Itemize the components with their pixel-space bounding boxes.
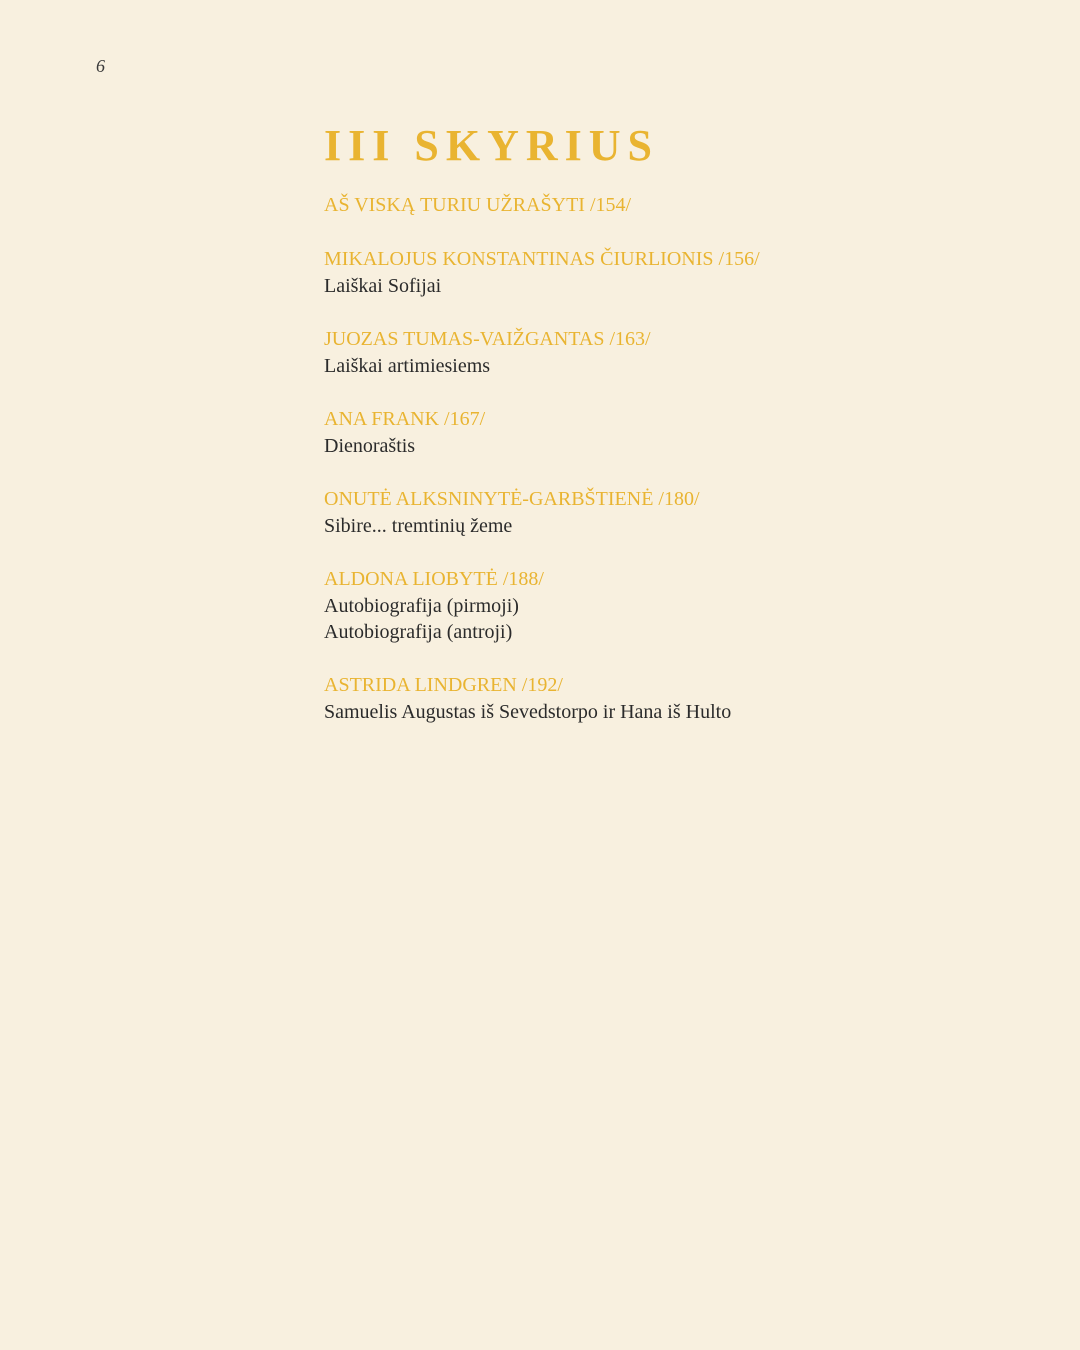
work-title[interactable]: Samuelis Augustas iš Sevedstorpo ir Hana iš Hulto — [324, 701, 732, 723]
author-heading[interactable]: MIKALOJUS KONSTANTINAS ČIURLIONIS /156/ — [324, 248, 760, 270]
work-title[interactable]: Laiškai Sofijai — [324, 275, 442, 297]
work-title[interactable]: Laiškai artimiesiems — [324, 355, 491, 377]
toc-entry — [324, 566, 1024, 645]
work-title[interactable]: Autobiografija (antroji) — [324, 621, 513, 643]
page-number: 6 — [96, 56, 105, 76]
author-heading[interactable]: JUOZAS TUMAS-VAIŽGANTAS /163/ — [324, 328, 651, 350]
toc-entry — [324, 326, 1024, 379]
work-title[interactable]: Sibire... tremtinių žeme — [324, 515, 513, 537]
work-title[interactable]: Dienoraštis — [324, 435, 416, 457]
toc-entry — [324, 486, 1024, 539]
author-heading[interactable]: ANA FRANK /167/ — [324, 408, 486, 430]
table-of-contents — [324, 118, 1024, 752]
author-heading[interactable]: ALDONA LIOBYTĖ /188/ — [324, 568, 544, 590]
chapter-title: III SKYRIUS — [324, 121, 659, 170]
intro-entry[interactable]: AŠ VISKĄ TURIU UŽRAŠYTI /154/ — [324, 194, 632, 216]
work-title[interactable]: Autobiografija (pirmoji) — [324, 595, 519, 617]
toc-entry — [324, 406, 1024, 459]
toc-entry — [324, 246, 1024, 299]
author-heading[interactable]: ONUTĖ ALKSNINYTĖ-GARBŠTIENĖ /180/ — [324, 488, 700, 510]
toc-entry — [324, 672, 1024, 725]
author-heading[interactable]: ASTRIDA LINDGREN /192/ — [324, 674, 563, 696]
